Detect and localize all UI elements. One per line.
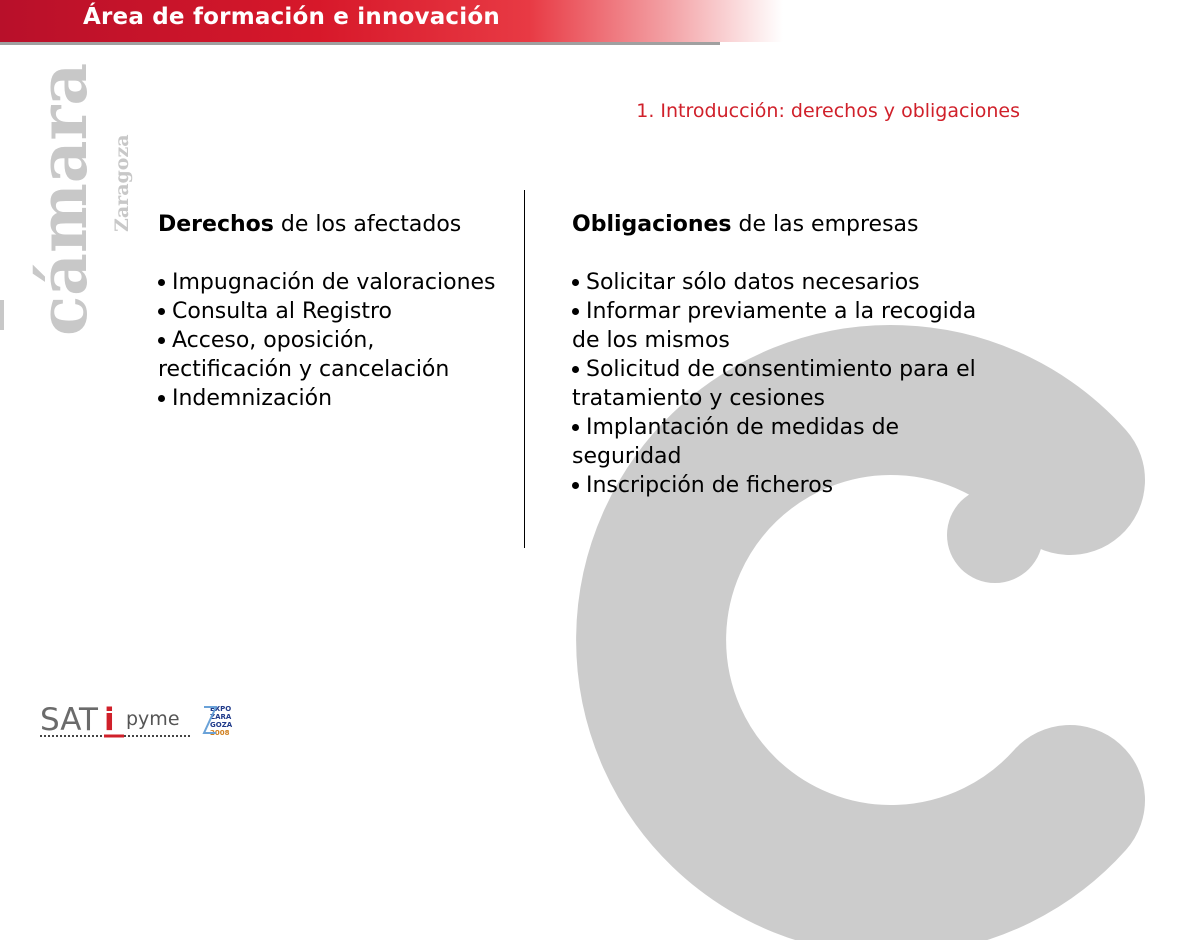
bullet-icon xyxy=(158,337,165,344)
bullet-icon xyxy=(158,308,165,315)
list-item: Acceso, oposición, rectificación y cancelación xyxy=(158,328,450,382)
banner-title: Área de formación e innovación xyxy=(83,4,500,30)
header-banner xyxy=(0,0,1058,42)
list-item: Inscripción de ficheros xyxy=(572,471,992,500)
satipyme-logo xyxy=(40,699,240,743)
list-item: Solicitar sólo datos necesarios xyxy=(572,268,992,297)
section-title: 1. Introducción: derechos y obligaciones xyxy=(636,100,1020,122)
list-item: Implantación de medidas de seguridad xyxy=(572,415,900,469)
logo-sat: SAT xyxy=(40,702,98,738)
list-item: Solicitud de consentimiento para el tratamiento y cesiones xyxy=(572,357,976,411)
bullet-icon xyxy=(158,395,165,402)
expo-line-1: EXPO xyxy=(210,705,232,713)
obligations-heading: Obligaciones de las empresas xyxy=(572,212,919,237)
bullet-icon xyxy=(572,482,579,489)
list-item: Consulta al Registro xyxy=(158,297,498,326)
brand-name: cámara xyxy=(24,62,102,336)
list-item: Impugnación de valoraciones xyxy=(158,268,498,297)
logo-pyme: pyme xyxy=(126,708,180,730)
bullet-icon xyxy=(158,279,165,286)
rights-column xyxy=(158,210,498,413)
expo-line-3: GOZA xyxy=(210,721,233,729)
brand-city: Zaragoza xyxy=(111,134,133,232)
logo-i: i xyxy=(104,702,115,738)
banner-divider xyxy=(0,42,720,45)
column-divider xyxy=(524,190,525,548)
bullet-icon xyxy=(572,279,579,286)
bullet-icon xyxy=(572,308,579,315)
list-item: Informar previamente a la recogida de los mismos xyxy=(572,299,977,353)
rights-heading: Derechos de los afectados xyxy=(158,212,462,237)
bullet-icon xyxy=(572,424,579,431)
camara-brand-logo xyxy=(18,60,133,340)
obligations-column xyxy=(572,210,992,500)
list-item: Indemnización xyxy=(158,384,498,413)
bullet-icon xyxy=(572,366,579,373)
expo-line-2: ZARA xyxy=(210,713,232,721)
expo-line-4: 2008 xyxy=(210,729,230,737)
